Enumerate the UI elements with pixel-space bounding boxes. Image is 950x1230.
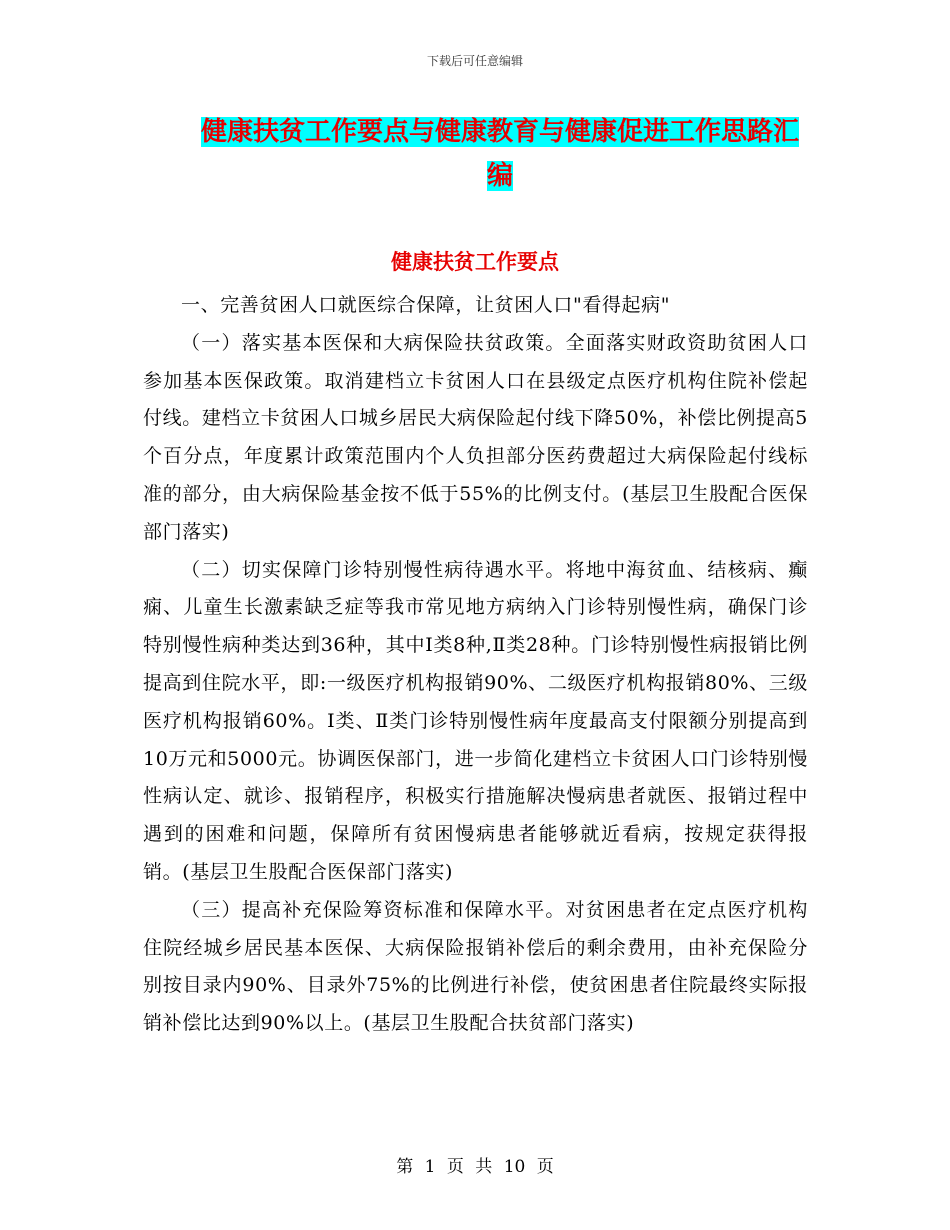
page-number-footer: 第 1 页 共 10 页 bbox=[396, 1157, 554, 1177]
paragraph: （二）切实保障门诊特别慢性病待遇水平。将地中海贫血、结核病、癫痫、儿童生长激素缺乏症等我市常见地方病纳入门诊特别慢性病，确保门诊特别慢性病种类达到36种，其中Ⅰ类8种,Ⅱ类28种。门诊特别慢性病报销比例提高到住院水平，即:一级医疗机构报销90%、二级医疗机构报销80%、三级医疗机构报销60%。Ⅰ类、Ⅱ类门诊特别慢性病年度最高支付限额分别提高到10万元和5000元。协调医保部门，进一步简化建档立卡贫困人口门诊特别慢性病认定、就诊、报销程序，积极实行措施解决慢病患者就医、报销过程中遇到的困难和问题，保障所有贫困慢病患者能够就近看病，按规定获得报销。(基层卫生股配合医保部门落实) bbox=[143, 558, 808, 883]
paragraph: （三）提高补充保险筹资标准和保障水平。对贫困患者在定点医疗机构住院经城乡居民基本医保、大病保险报销补偿后的剩余费用，由补充保险分别按目录内90%、目录外75%的比例进行补偿，使贫困患者住院最终实际报销补偿比达到90%以上。(基层卫生股配合扶贫部门落实) bbox=[143, 898, 808, 1035]
paragraph-heading-1: 一、完善贫困人口就医综合保障，让贫困人口"看得起病" bbox=[181, 294, 671, 316]
paragraph: （一）落实基本医保和大病保险扶贫政策。全面落实财政资助贫困人口参加基本医保政策。取消建档立卡贫困人口在县级定点医疗机构住院补偿起付线。建档立卡贫困人口城乡居民大病保险起付线下降50%，补偿比例提高5个百分点，年度累计政策范围内个人负担部分医药费超过大病保险起付线标准的部分，由大病保险基金按不低于55%的比例支付。(基层卫生股配合医保部门落实) bbox=[143, 331, 808, 543]
section-title: 健康扶贫工作要点 bbox=[391, 250, 559, 274]
document-title-line1: 健康扶贫工作要点与健康教育与健康促进工作思路汇 bbox=[200, 117, 799, 147]
document-title bbox=[190, 110, 810, 198]
document-body bbox=[143, 287, 808, 1043]
header-note: 下载后可任意编辑 bbox=[426, 54, 523, 68]
document-title-line2: 编 bbox=[486, 161, 513, 191]
